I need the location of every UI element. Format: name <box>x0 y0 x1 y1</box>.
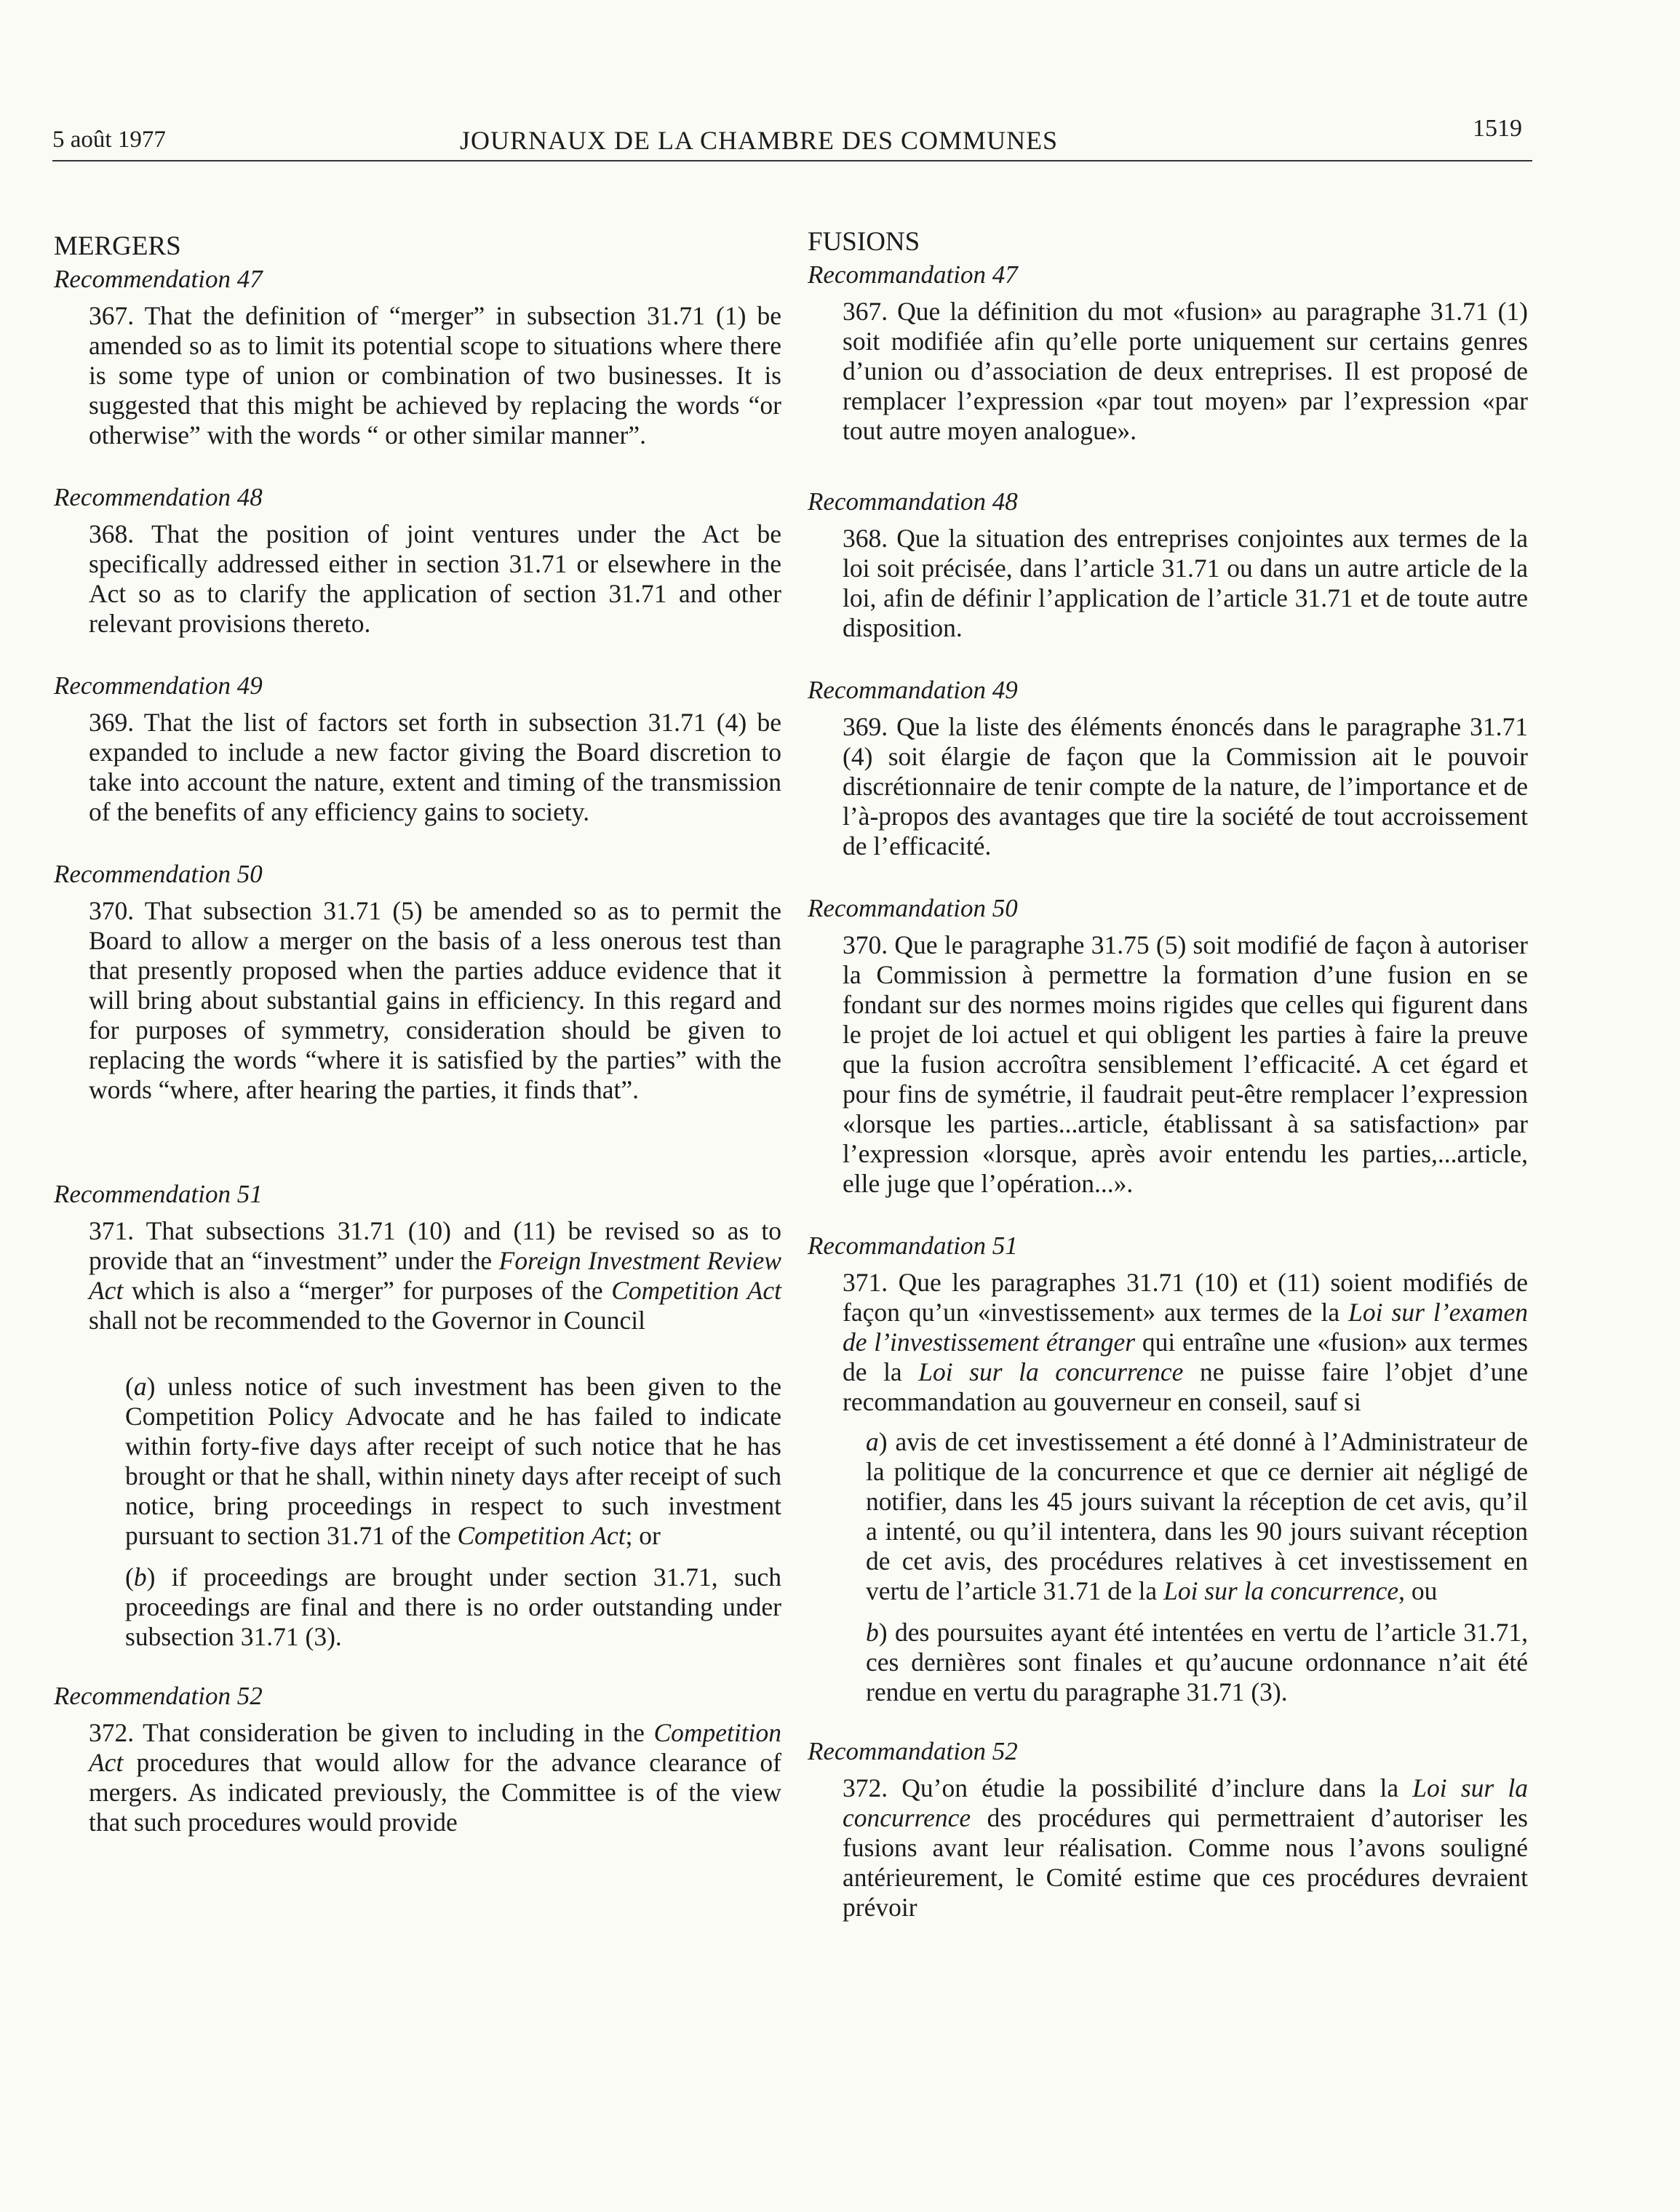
french-column <box>808 227 1528 1955</box>
page-number: 1519 <box>1473 115 1522 142</box>
recommendation-heading: Recommendation 47 <box>54 265 263 293</box>
recommendation-heading: Recommandation 48 <box>808 487 1018 516</box>
recommendation-heading: Recommandation 52 <box>808 1737 1018 1765</box>
page-header <box>52 115 1532 161</box>
recommendation-heading: Recommandation 47 <box>808 260 1018 289</box>
recommendation-heading: Recommendation 51 <box>54 1180 263 1208</box>
recommendation-text: 367. Que la définition du mot «fusion» au paragraphe 31.71 (1) soit modifiée afin qu’elle porte uniquement sur certains genres d’union ou d’association de deux entreprises. Il est proposé de remplacer l’expression «par tout moyen» par l’expression «par tout autre moyen analogue». <box>843 297 1528 445</box>
recommendation-heading: Recommendation 52 <box>54 1682 263 1710</box>
sub-clause-a: a) avis de cet investissement a été donné à l’Administrateur de la politique de la concurrence et que ce dernier ait négligé de notifier, dans les 45 jours suivant la réception de cet avis, qu’il a intenté, ou qu’il intentera, dans les 90 jours suivant réception de cet avis, des procédures relatives à cet investissement en vertu de l’article 31.71 de la Loi sur la concurrence, ou <box>866 1427 1528 1605</box>
recommendation-text: 370. Que le paragraphe 31.75 (5) soit modifié de façon à autoriser la Commission à permettre la formation d’une fusion en se fondant sur des normes moins rigides que celles qui figurent dans le projet de loi actuel et qui obligent les parties à faire la preuve que la fusion accroîtra sensiblement l’efficacité. A cet égard et pour fins de symétrie, il faudrait peut-être remplacer l’expression «lorsque les parties...article, établissant à sa satisfaction» par l’expression «lorsque, après avoir entendu les parties,...article, elle juge que l’opération...». <box>843 930 1528 1198</box>
recommendation-heading: Recommendation 50 <box>54 860 263 888</box>
recommendation-text: 371. That subsections 31.71 (10) and (11) be revised so as to provide that an “investment” under the Foreign Investment Review Act which is also a “merger” for purposes of the Competition Act shall not be recommended to the Governor in Council <box>89 1216 781 1335</box>
recommendation-text: 367. That the definition of “merger” in subsection 31.71 (1) be amended so as to limit its potential scope to situations where there is some type of union or combination of two businesses. It is suggested that this might be achieved by replacing the words “or otherwise” with the words “ or other similar manner”. <box>89 301 781 450</box>
recommendation-text: 372. Qu’on étudie la possibilité d’inclure dans la Loi sur la concurrence des procédures qui permettraient d’autoriser les fusions avant leur réalisation. Comme nous l’avons souligné antérieurement, le Comité estime que ces procédures devraient prévoir <box>843 1773 1528 1922</box>
recommendation-text: 368. Que la situation des entreprises conjointes aux termes de la loi soit précisée, dans l’article 31.71 ou dans un autre article de la loi, afin de définir l’application de l’article 31.71 et de toute autre disposition. <box>843 524 1528 642</box>
recommendation-heading: Recommandation 49 <box>808 676 1018 704</box>
header-title: JOURNAUX DE LA CHAMBRE DES COMMUNES <box>460 126 1059 155</box>
recommendation-text: 369. That the list of factors set forth in subsection 31.71 (4) be expanded to include a new factor giving the Board discretion to take into account the nature, extent and timing of the transmission of the benefits of any efficiency gains to society. <box>89 708 781 826</box>
recommendation-heading: Recommandation 51 <box>808 1231 1018 1260</box>
recommendation-text: 371. Que les paragraphes 31.71 (10) et (11) soient modifiés de façon qu’un «investissement» aux termes de la Loi sur l’examen de l’investissement étranger qui entraîne une «fusion» aux termes de la Loi sur la concurrence ne puisse faire l’objet d’une recommandation au gouverneur en conseil, sauf si <box>843 1268 1528 1416</box>
english-column <box>54 231 781 1869</box>
recommendation-text: 372. That consideration be given to including in the Competition Act procedures that would allow for the advance clearance of mergers. As indicated previously, the Committee is of the view that such procedures would provide <box>89 1718 781 1837</box>
sub-clause-a: (a) unless notice of such investment has been given to the Competition Policy Advocate and he has failed to indicate within forty-five days after receipt of such notice that he has brought or that he shall, within ninety days after receipt of such notice, bring proceedings in respect to such investment pursuant to section 31.71 of the Competition Act; or <box>125 1372 781 1550</box>
recommendation-heading: Recommendation 49 <box>54 671 263 700</box>
header-date: 5 août 1977 <box>52 127 166 153</box>
recommendation-text: 370. That subsection 31.71 (5) be amended so as to permit the Board to allow a merger on the basis of a less onerous test than that presently proposed when the parties adduce evidence that it will bring about substantial gains in efficiency. In this regard and for purposes of symmetry, consideration should be given to replacing the words “where it is satisfied by the parties” with the words “where, after hearing the parties, it finds that”. <box>89 896 781 1104</box>
recommendation-heading: Recommendation 48 <box>54 483 263 511</box>
section-title: FUSIONS <box>808 227 920 257</box>
section-title: MERGERS <box>54 231 181 261</box>
recommendation-text: 369. Que la liste des éléments énoncés dans le paragraphe 31.71 (4) soit élargie de façon que la Commission ait le pouvoir discrétionnaire de tenir compte de la nature, de l’importance et de l’à-propos des avantages que tire la société de tout accroissement de l’efficacité. <box>843 712 1528 861</box>
recommendation-text: 368. That the position of joint ventures under the Act be specifically addressed either in section 31.71 or elsewhere in the Act so as to clarify the application of section 31.71 and other relevant provisions thereto. <box>89 519 781 638</box>
sub-clause-b: (b) if proceedings are brought under section 31.71, such proceedings are final and there is no order outstanding under subsection 31.71 (3). <box>125 1562 781 1651</box>
sub-clause-b: b) des poursuites ayant été intentées en vertu de l’article 31.71, ces dernières sont finales et qu’aucune ordonnance n’ait été rendue en vertu du paragraphe 31.71 (3). <box>866 1618 1528 1706</box>
recommendation-heading: Recommandation 50 <box>808 894 1018 922</box>
